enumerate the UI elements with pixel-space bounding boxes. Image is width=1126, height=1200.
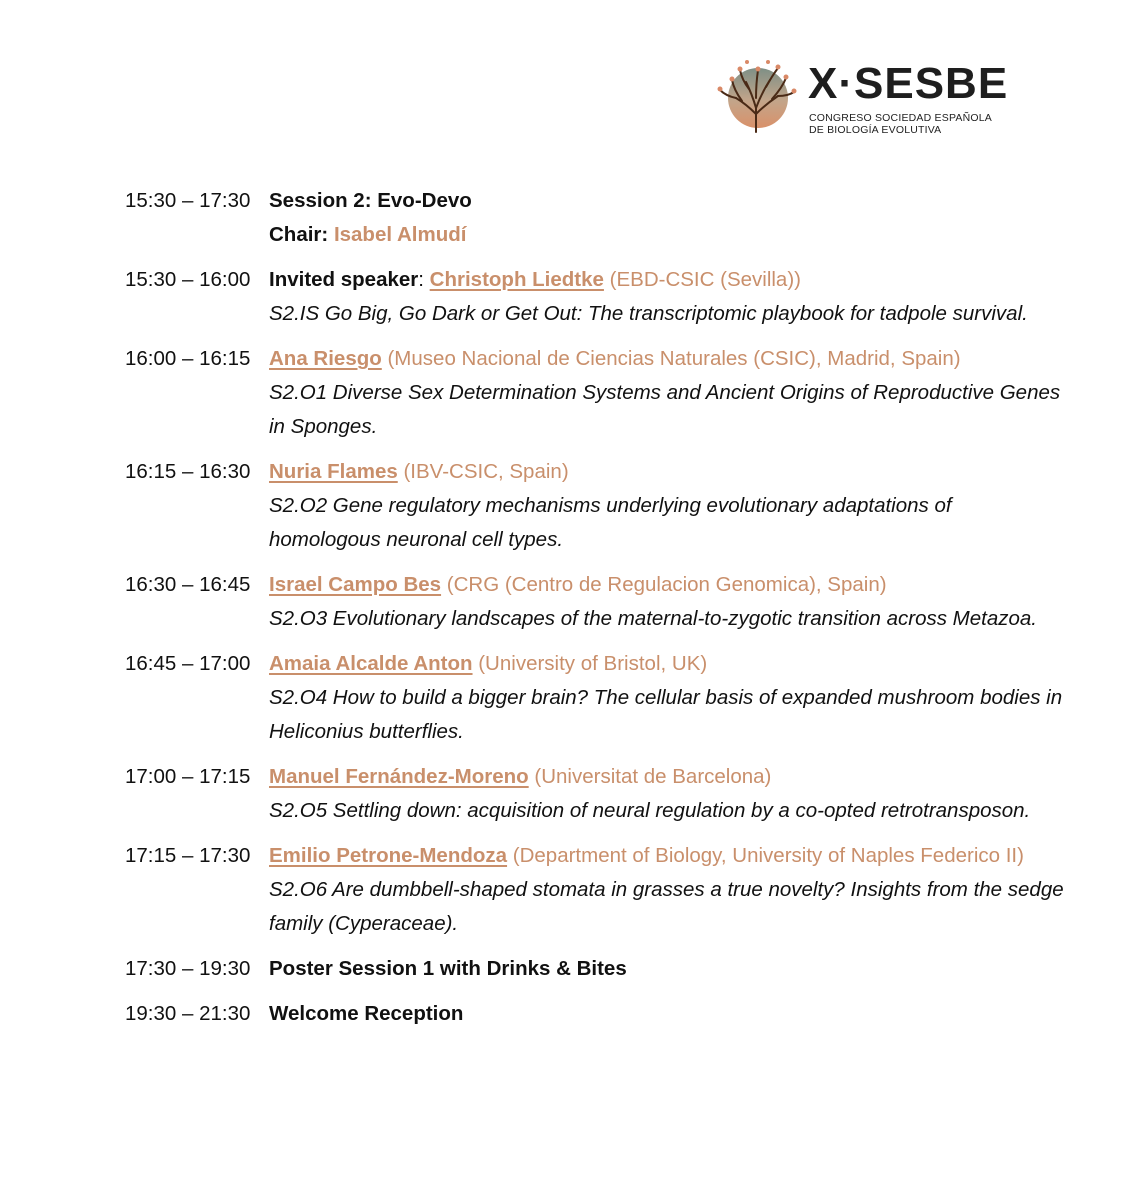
speaker-affiliation: (EBD-CSIC (Sevilla)) <box>609 268 801 291</box>
event-title: Poster Session 1 with Drinks & Bites <box>269 957 627 980</box>
chair-label: Chair: <box>269 223 329 246</box>
speaker-link[interactable]: Ana Riesgo <box>269 347 382 370</box>
conference-logo <box>712 58 1009 138</box>
talk-title: S2.O3 Evolutionary landscapes of the maternal-to-zygotic transition across Metazoa. <box>269 607 1037 630</box>
chair-name: Isabel Almudí <box>333 223 467 246</box>
event-time: 17:30 – 19:30 <box>125 957 251 980</box>
logo-title: X·SESBE <box>808 59 1009 108</box>
session-time: 15:30 – 17:30 <box>125 189 251 212</box>
talk-title: S2.O4 How to build a bigger brain? The cellular basis of expanded mushroom bodies in Heliconius butterflies. <box>269 686 1063 743</box>
talk-entry <box>125 263 1065 331</box>
talk-time: 15:30 – 16:00 <box>125 268 251 291</box>
talk-entry <box>125 568 1065 636</box>
talk-entry <box>125 455 1065 557</box>
tree-logo-icon <box>712 58 800 138</box>
speaker-affiliation: (CRG (Centro de Regulacion Genomica), Spain) <box>446 573 887 596</box>
speaker-link[interactable]: Amaia Alcalde Anton <box>269 652 473 675</box>
speaker-affiliation: (Museo Nacional de Ciencias Naturales (CSIC), Madrid, Spain) <box>387 347 961 370</box>
speaker-link[interactable]: Christoph Liedtke <box>429 268 604 291</box>
session-header <box>125 184 1065 252</box>
label-colon: : <box>418 268 424 291</box>
event-entry <box>125 952 1065 986</box>
invited-speaker-label: Invited speaker <box>269 268 419 291</box>
talk-title: S2.IS Go Big, Go Dark or Get Out: The transcriptomic playbook for tadpole survival. <box>269 302 1028 325</box>
talk-time: 16:30 – 16:45 <box>125 573 251 596</box>
talk-title: S2.O6 Are dumbbell-shaped stomata in grasses a true novelty? Insights from the sedge family (Cyperaceae). <box>269 878 1064 935</box>
session-title: Session 2: Evo-Devo <box>269 189 472 212</box>
logo-subtitle <box>809 112 992 136</box>
logo-subtitle-line: DE BIOLOGÍA EVOLUTIVA <box>809 124 942 136</box>
talk-entry <box>125 342 1065 444</box>
speaker-link[interactable]: Nuria Flames <box>269 460 398 483</box>
speaker-link[interactable]: Israel Campo Bes <box>269 573 442 596</box>
talk-entry <box>125 760 1065 828</box>
speaker-link[interactable]: Manuel Fernández-Moreno <box>269 765 529 788</box>
talk-entry <box>125 839 1065 941</box>
talk-time: 17:15 – 17:30 <box>125 844 251 867</box>
speaker-affiliation: (Department of Biology, University of Naples Federico II) <box>512 844 1024 867</box>
talk-time: 17:00 – 17:15 <box>125 765 251 788</box>
talk-title: S2.O5 Settling down: acquisition of neural regulation by a co-opted retrotransposon. <box>269 799 1031 822</box>
speaker-link[interactable]: Emilio Petrone-Mendoza <box>269 844 508 867</box>
talk-time: 16:45 – 17:00 <box>125 652 251 675</box>
event-time: 19:30 – 21:30 <box>125 1002 251 1025</box>
talk-entry <box>125 647 1065 749</box>
talk-title: S2.O2 Gene regulatory mechanisms underlying evolutionary adaptations of homologous neuronal cell types. <box>269 494 952 551</box>
speaker-affiliation: (University of Bristol, UK) <box>478 652 708 675</box>
talk-title: S2.O1 Diverse Sex Determination Systems and Ancient Origins of Reproductive Genes in Sponges. <box>269 381 1061 438</box>
talk-time: 16:15 – 16:30 <box>125 460 251 483</box>
talk-time: 16:00 – 16:15 <box>125 347 251 370</box>
speaker-affiliation: (Universitat de Barcelona) <box>534 765 772 788</box>
schedule <box>125 184 1065 1042</box>
event-title: Welcome Reception <box>269 1002 464 1025</box>
event-entry <box>125 997 1065 1031</box>
logo-subtitle-line: CONGRESO SOCIEDAD ESPAÑOLA <box>809 112 992 124</box>
speaker-affiliation: (IBV-CSIC, Spain) <box>403 460 569 483</box>
